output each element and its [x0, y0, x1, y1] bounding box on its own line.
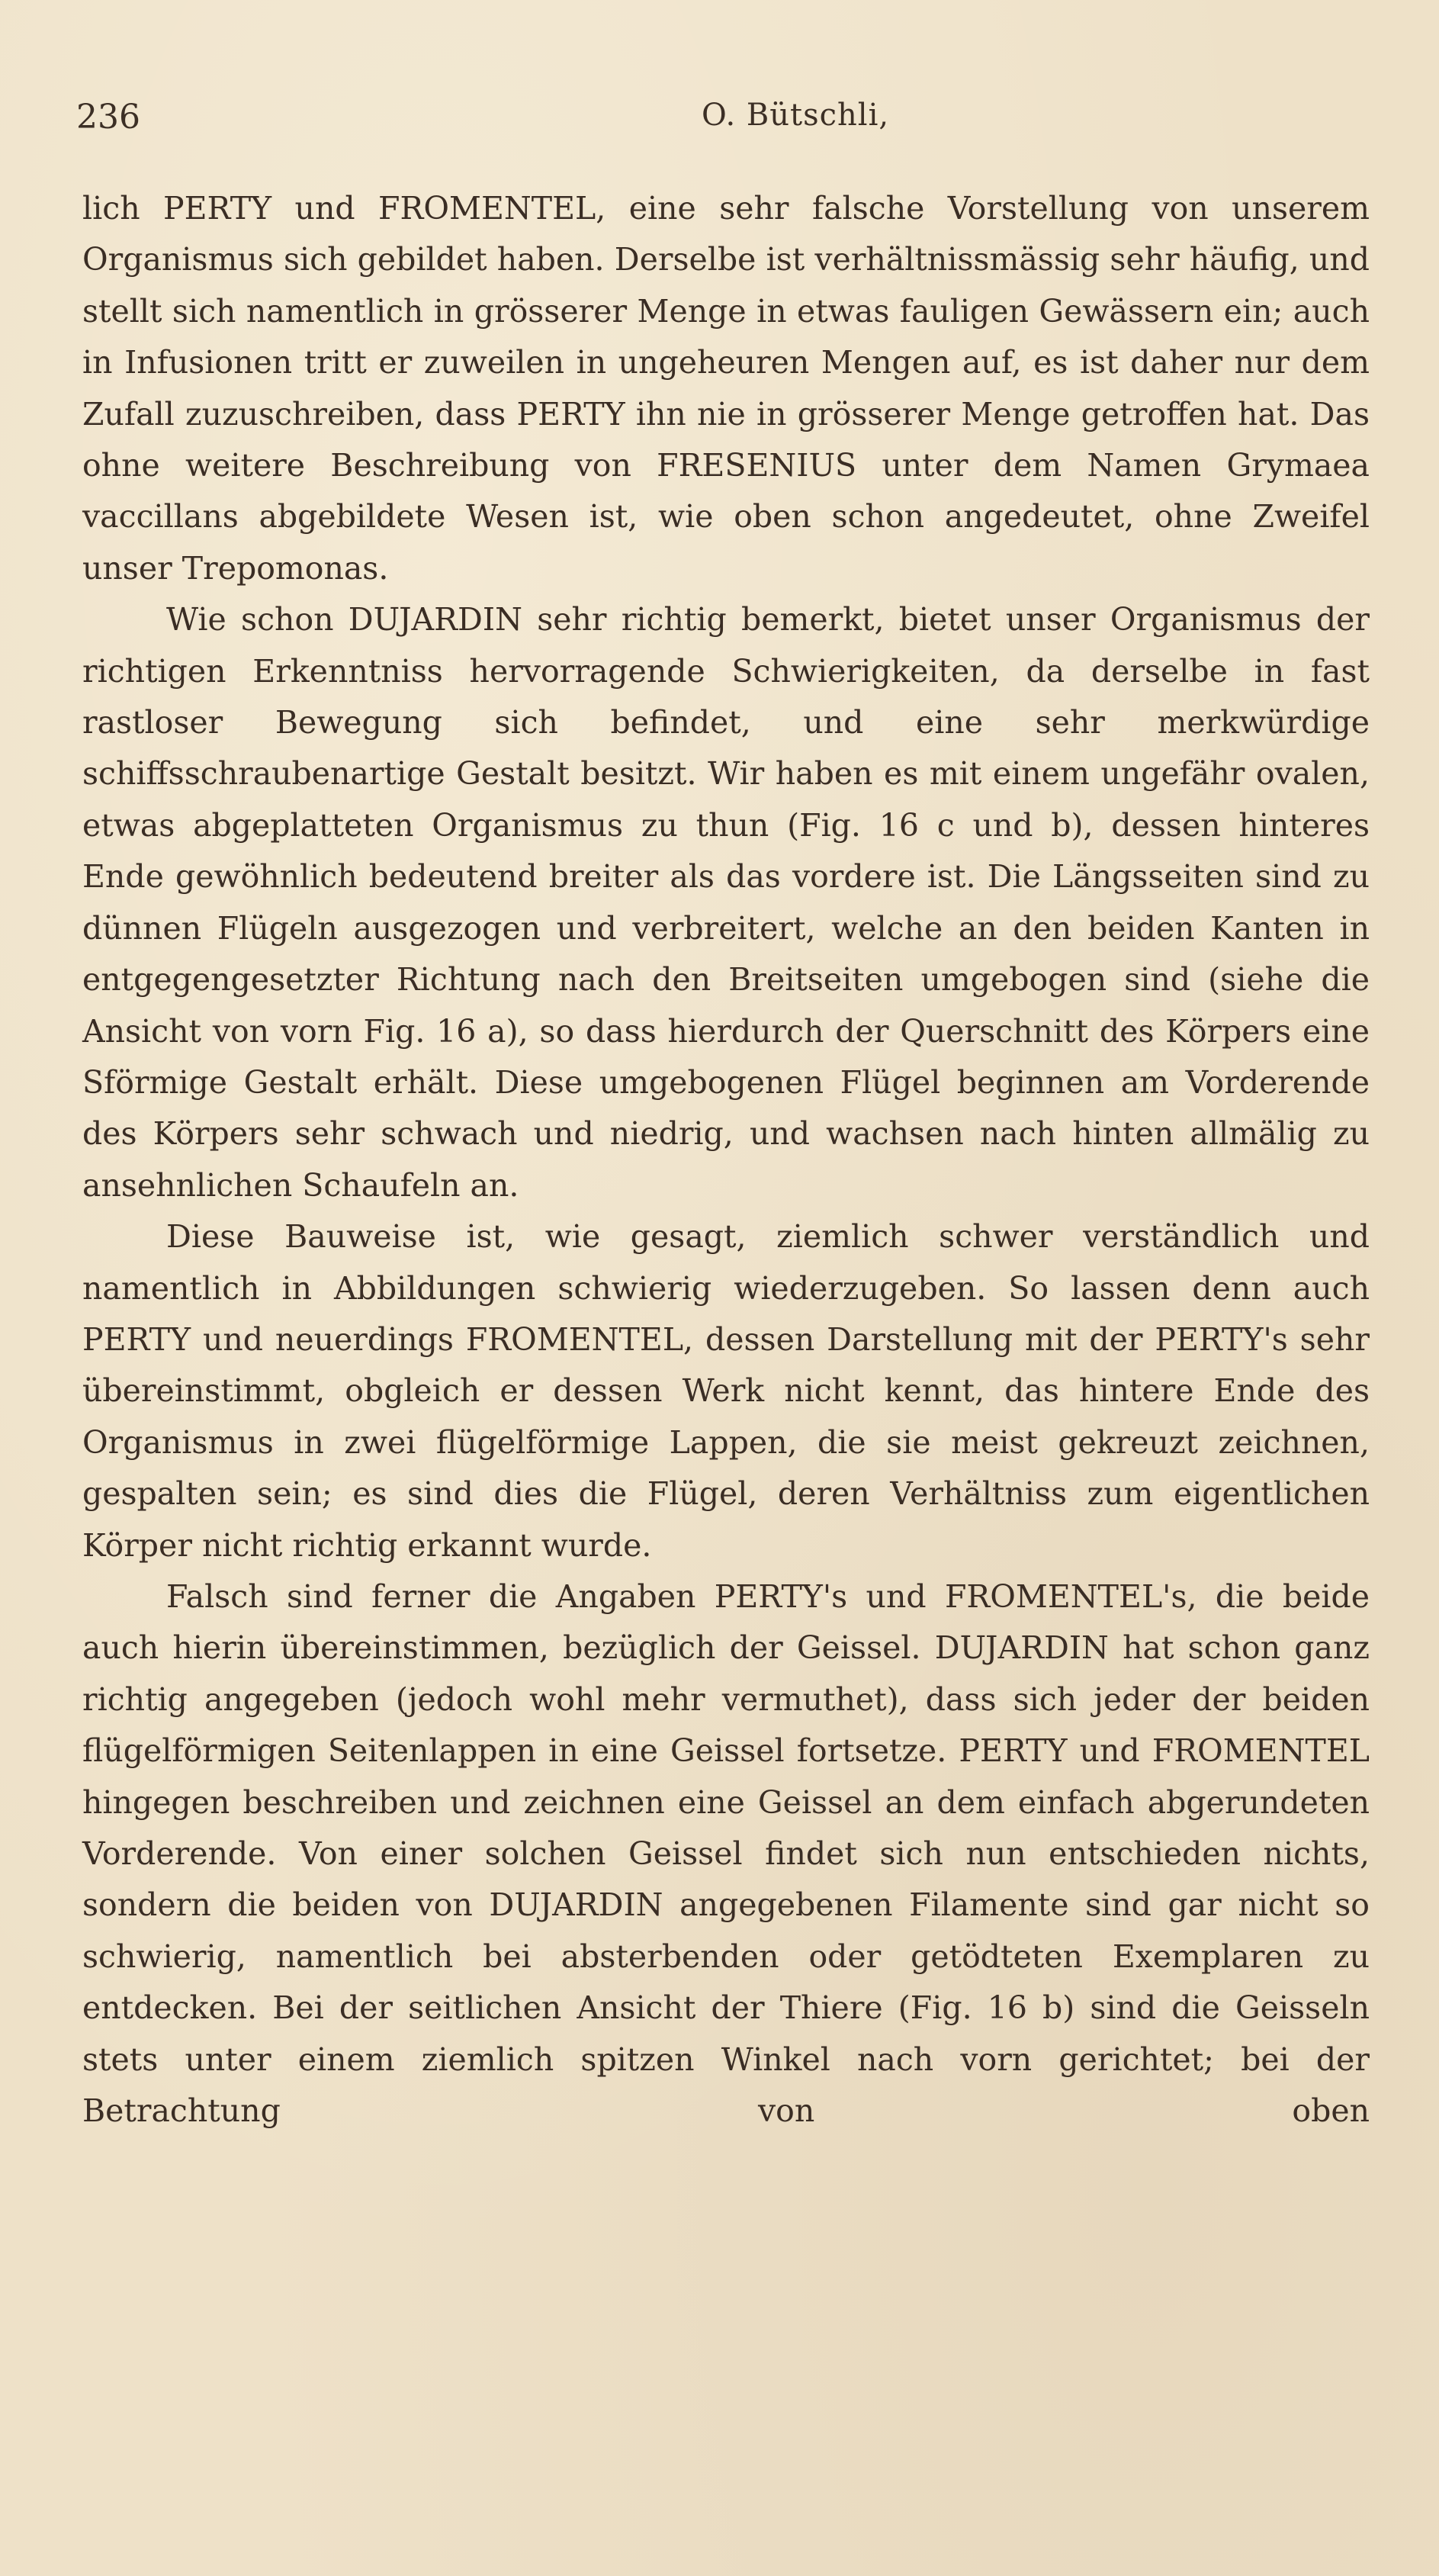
paragraph-4: Falsch sind ferner die Angaben PERTY's und FROMENTEL's, die beide auch hierin übereinstimmen, bezüglich der Geissel. DUJARDIN hat schon ganz richtig angegeben (jedoch wohl mehr vermuthet), dass sich jeder der beiden flügelförmigen Seitenlappen in eine Geissel fortsetze. PERTY und FROMENTEL hingegen beschreiben und zeichnen eine Geissel an dem einfach abgerundeten Vorderende. Von einer solchen Geissel findet sich nun entschieden nichts, sondern die beiden von DUJARDIN angegebenen Filamente sind gar nicht so schwierig, namentlich bei absterbenden oder getödteten Exemplaren zu entdecken. Bei der seitlichen Ansicht der Thiere (Fig. 16 b) sind die Geisseln stets unter einem ziemlich spitzen Winkel nach vorn gerichtet; bei der Betrachtung von oben: [82, 1577, 1370, 2130]
body-text: [82, 183, 1370, 2137]
page-header: [76, 98, 1373, 143]
running-head: O. Bütschli,: [702, 98, 890, 133]
paragraph-3: Diese Bauweise ist, wie gesagt, ziemlich schwer verständlich und namentlich in Abbildungen schwierig wiederzugeben. So lassen denn auch PERTY und neuerdings FROMENTEL, dessen Darstellung mit der PERTY's sehr übereinstimmt, obgleich er dessen Werk nicht kennt, das hintere Ende des Organismus in zwei flügelförmige Lappen, die sie meist gekreuzt zeichnen, gespalten sein; es sind dies die Flügel, deren Verhältniss zum eigentlichen Körper nicht richtig erkannt wurde.: [82, 1218, 1370, 1564]
paragraph-2: Wie schon DUJARDIN sehr richtig bemerkt, bietet unser Organismus der richtigen Erkenntniss hervorragende Schwierigkeiten, da derselbe in fast rastloser Bewegung sich befindet, und eine sehr merkwürdige schiffsschraubenartige Gestalt besitzt. Wir haben es mit einem ungefähr ovalen, etwas abgeplatteten Organismus zu thun (Fig. 16 c und b), dessen hinteres Ende gewöhnlich bedeutend breiter als das vordere ist. Die Längsseiten sind zu dünnen Flügeln ausgezogen und verbreitert, welche an den beiden Kanten in entgegengesetzter Richtung nach den Breitseiten umgebogen sind (siehe die Ansicht von vorn Fig. 16 a), so dass hierdurch der Querschnitt des Körpers eine Sförmige Gestalt erhält. Diese umgebogenen Flügel beginnen am Vorderende des Körpers sehr schwach und niedrig, und wachsen nach hinten allmälig zu ansehnlichen Schaufeln an.: [82, 601, 1370, 1204]
paragraph-1: lich PERTY und FROMENTEL, eine sehr falsche Vorstellung von unserem Organismus sich gebildet haben. Derselbe ist verhältnissmässig sehr häufig, und stellt sich namentlich in grösserer Menge in etwas fauligen Gewässern ein; auch in Infusionen tritt er zuweilen in ungeheuren Mengen auf, es ist daher nur dem Zufall zuzuschreiben, dass PERTY ihn nie in grösserer Menge getroffen hat. Das ohne weitere Beschreibung von FRESENIUS unter dem Namen Grymaea vaccillans abgebildete Wesen ist, wie oben schon angedeutet, ohne Zweifel unser Trepomonas.: [82, 190, 1370, 587]
page-number: 236: [76, 98, 140, 137]
